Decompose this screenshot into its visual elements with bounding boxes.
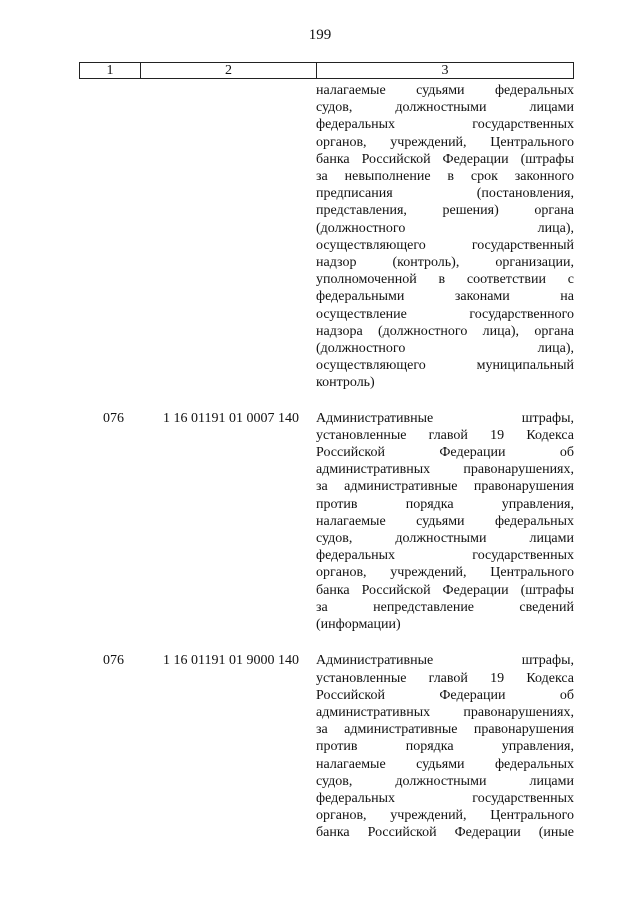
description-line: установленные главой 19 Кодекса (316, 427, 574, 443)
description-line: административных правонарушениях, (316, 462, 574, 478)
description-line: налагаемые судьями федеральных (316, 513, 574, 529)
table-row (79, 410, 574, 634)
description-line: контроль) (316, 375, 375, 391)
description-line: Российской Федерации об (316, 687, 574, 703)
description-line: Административные штрафы, (316, 410, 574, 426)
page-number: 199 (308, 27, 332, 43)
description-line: установленные главой 19 Кодекса (316, 670, 574, 686)
description-line: федеральных государственных (316, 117, 574, 133)
description-cell (316, 410, 574, 634)
description-line: (должностного лица), (316, 220, 574, 236)
table-header-col-1: 1 (80, 63, 141, 78)
kbk-cell: 1 16 01191 01 9000 140 (163, 653, 299, 669)
description-line: федеральными законами на (316, 289, 574, 305)
description-line: судов, должностными лицами (316, 773, 574, 789)
description-line: органов, учреждений, Центрального (316, 134, 574, 150)
table-header-col-2: 2 (141, 63, 317, 78)
description-line: за непредставление сведений (316, 599, 574, 615)
description-line: (должностного лица), (316, 341, 574, 357)
description-line: осуществляющего государственный (316, 237, 574, 253)
description-line: уполномоченной в соответствии с (316, 272, 574, 288)
description-line: административных правонарушениях, (316, 704, 574, 720)
description-line: против порядка управления, (316, 496, 574, 512)
description-line: органов, учреждений, Центрального (316, 565, 574, 581)
description-cell (316, 652, 574, 841)
description-line: (информации) (316, 617, 401, 633)
admin-code-cell: 076 (103, 653, 124, 669)
table-header-col-3: 3 (441, 63, 449, 78)
table-body (79, 82, 574, 842)
description-line: банка Российской Федерации (иные (316, 825, 574, 841)
description-line: осуществляющего муниципальный (316, 358, 574, 374)
description-line: Российской Федерации об (316, 445, 574, 461)
description-line: за административные правонарушения (316, 722, 574, 738)
admin-code-cell: 076 (103, 410, 124, 426)
description-line: Административные штрафы, (316, 653, 574, 669)
description-line: федеральных государственных (316, 790, 574, 806)
description-line: надзора (должностного лица), органа (316, 323, 574, 339)
description-line: федеральных государственных (316, 548, 574, 564)
description-line: судов, должностными лицами (316, 531, 574, 547)
description-line: надзор (контроль), организации, (316, 255, 574, 271)
description-line: за невыполнение в срок законного (316, 169, 574, 185)
description-line: налагаемые судьями федеральных (316, 756, 574, 772)
description-line: представления, решения) органа (316, 203, 574, 219)
kbk-cell: 1 16 01191 01 0007 140 (163, 410, 299, 426)
table-row-continuation (79, 82, 574, 392)
description-line: судов, должностными лицами (316, 100, 574, 116)
description-line: предписания (постановления, (316, 186, 574, 202)
description-line: банка Российской Федерации (штрафы (316, 582, 574, 598)
description-line: осуществление государственного (316, 306, 574, 322)
table-header-row (79, 62, 574, 79)
description-cell (316, 82, 574, 392)
description-line: органов, учреждений, Центрального (316, 808, 574, 824)
table-row (79, 652, 574, 841)
description-line: банка Российской Федерации (штрафы (316, 151, 574, 167)
description-line: налагаемые судьями федеральных (316, 83, 574, 98)
description-line: против порядка управления, (316, 739, 574, 755)
description-line: за административные правонарушения (316, 479, 574, 495)
